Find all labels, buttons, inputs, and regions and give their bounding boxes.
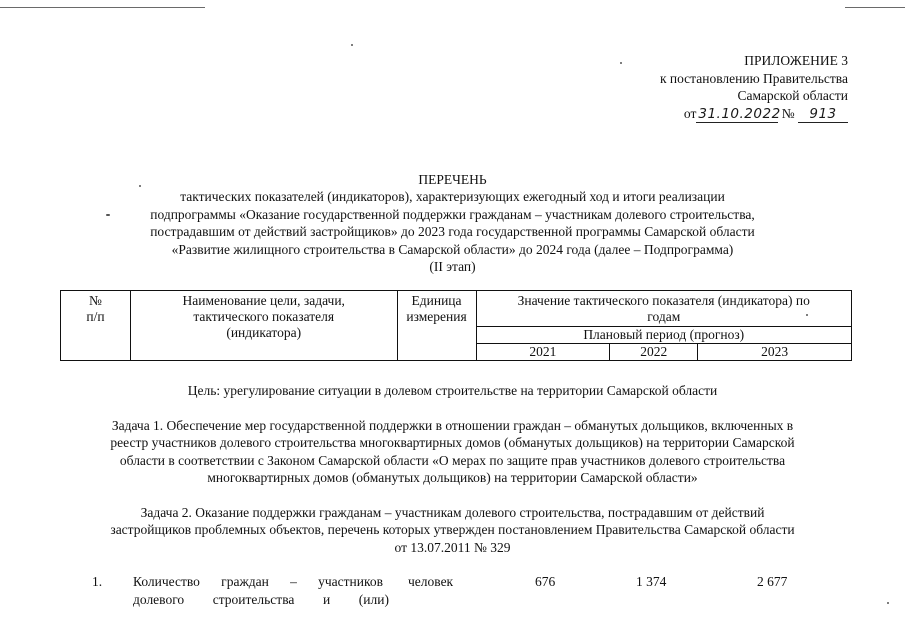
header-number-abbr: п/п bbox=[86, 309, 105, 324]
row-name-word: участников bbox=[318, 574, 383, 589]
task-2 bbox=[40, 504, 865, 556]
task-2-line: застройщиков проблемных объектов, перечень которых утвержден постановлением Правительства Самарской области bbox=[110, 522, 795, 538]
number-label: № bbox=[781, 105, 795, 121]
row-name-word: и bbox=[322, 592, 331, 607]
handwritten-date: 31.10.2022 bbox=[698, 105, 781, 122]
scan-speck bbox=[139, 185, 141, 187]
row-name-word: – bbox=[290, 574, 297, 589]
appendix-region: Самарской области bbox=[737, 88, 848, 103]
row-unit: человек bbox=[408, 574, 454, 589]
task-1-line: многоквартирных домов (обманутых дольщиков) на территории Самарской области» bbox=[207, 470, 698, 486]
document-title: ПЕРЕЧЕНЬ bbox=[418, 172, 487, 187]
row-name-line-1 bbox=[133, 573, 383, 591]
header-year-2022: 2022 bbox=[610, 344, 698, 361]
appendix-title: ПРИЛОЖЕНИЕ 3 bbox=[744, 53, 848, 68]
row-value-2023: 2 677 bbox=[757, 574, 788, 589]
row-name-word: граждан bbox=[221, 574, 269, 589]
row-name-word: долевого bbox=[133, 592, 185, 607]
task-2-line: от 13.07.2011 № 329 bbox=[394, 539, 511, 555]
header-value-line: годам bbox=[647, 309, 681, 324]
heading-line: подпрограммы «Оказание государственной поддержки гражданам – участникам долевого строительства, bbox=[150, 206, 755, 222]
heading-line: «Развитие жилищного строительства в Самарской области» до 2024 года (далее – Подпрограмма) bbox=[171, 241, 734, 257]
scan-speck bbox=[620, 62, 622, 64]
header-unit-cell bbox=[397, 291, 476, 361]
heading-line: тактических показателей (индикаторов), характеризующих ежегодный ход и итоги реализации bbox=[180, 189, 725, 205]
heading-stage: (II этап) bbox=[429, 259, 476, 275]
header-value-line: Значение тактического показателя (индикатора) по bbox=[517, 293, 810, 308]
scan-edge-line bbox=[0, 7, 205, 8]
goal-line: Цель: урегулирование ситуации в долевом строительстве на территории Самарской области bbox=[187, 383, 718, 398]
appendix-block bbox=[660, 52, 848, 123]
header-number-sign: № bbox=[89, 293, 102, 308]
appendix-resolution: к постановлению Правительства bbox=[659, 70, 848, 86]
row-number: 1. bbox=[92, 574, 103, 589]
indicators-table-header bbox=[60, 290, 852, 361]
scan-speck bbox=[106, 214, 110, 216]
header-name-line: Наименование цели, задачи, bbox=[182, 293, 345, 308]
row-name-word: (или) bbox=[358, 592, 389, 607]
date-prefix: от bbox=[683, 105, 697, 121]
document-heading bbox=[0, 171, 905, 275]
task-1-line: области в соответствии с Законом Самарской области «О мерах по защите прав участников долевого строительства bbox=[119, 452, 786, 468]
task-2-line: Задача 2. Оказание поддержки гражданам – участникам долевого строительства, пострадавшим от действий bbox=[140, 505, 765, 520]
row-name-line-2 bbox=[133, 591, 389, 609]
heading-line: пострадавшим от действий застройщиков» до 2023 года государственной программы Самарской области bbox=[150, 224, 755, 240]
row-name-word: Количество bbox=[133, 574, 200, 589]
handwritten-number: 913 bbox=[798, 107, 848, 123]
scan-speck bbox=[887, 602, 889, 604]
row-value-2022: 1 374 bbox=[636, 574, 667, 589]
header-plan-period: Плановый период (прогноз) bbox=[476, 327, 852, 344]
scan-edge-line bbox=[845, 7, 905, 8]
header-name-line: тактического показателя bbox=[193, 309, 335, 324]
header-number-cell bbox=[61, 291, 131, 361]
header-year-2021: 2021 bbox=[476, 344, 610, 361]
scan-speck bbox=[806, 314, 808, 316]
task-1-line: Задача 1. Обеспечение мер государственной поддержки в отношении граждан – обманутых дольщиков, включенных в bbox=[111, 418, 794, 433]
task-1-line: реестр участников долевого строительства многоквартирных домов (обманутых дольщиков) на территории Самарской bbox=[110, 435, 795, 451]
scan-speck bbox=[351, 44, 353, 46]
appendix-date-line bbox=[660, 105, 848, 123]
header-year-2023: 2023 bbox=[698, 344, 852, 361]
header-name-cell bbox=[130, 291, 397, 361]
header-name-line: (индикатора) bbox=[226, 325, 302, 340]
row-name-word: строительства bbox=[212, 592, 295, 607]
row-value-2021: 676 bbox=[535, 574, 556, 589]
header-unit-line: Единица bbox=[411, 293, 462, 308]
header-value-cell bbox=[476, 291, 852, 327]
task-1 bbox=[40, 417, 865, 487]
header-unit-line: измерения bbox=[406, 309, 467, 324]
